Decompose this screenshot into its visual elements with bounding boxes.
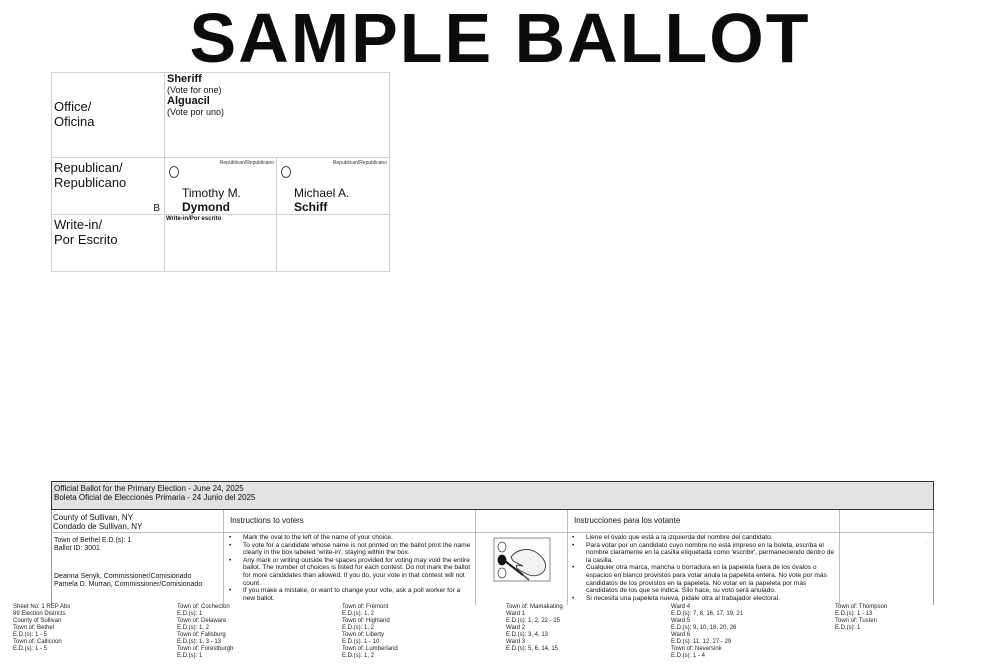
instructions-header-es: Instrucciones para los votante (574, 516, 681, 525)
vote-oval[interactable] (169, 166, 179, 178)
district-line: Town of: Bethel (13, 625, 55, 631)
district-line: Condado de Sullivan, NY (53, 522, 143, 531)
district-line: Town of: Neversink (671, 646, 722, 652)
county-block (53, 513, 142, 531)
office-vote-en: (Vote for one) (167, 85, 222, 95)
instruction-item: • Mark the oval to the left of the name of your choice. (227, 534, 473, 542)
instructions-header-en: Instructions to voters (230, 516, 304, 525)
instruction-item: • Llene el óvalo que está a la izquierda del nombre del candidato. (570, 534, 838, 542)
candidate-party: Republican/Republicano (219, 160, 274, 166)
office-vote-es: (Vote por uno) (167, 107, 225, 117)
district-column (671, 604, 743, 660)
district-line: Town of Bethel E.D.(s): 1 (54, 537, 132, 544)
district-line: Republican/ (54, 160, 123, 175)
district-line: E.D.(s): 1, 3 - 13 (177, 639, 222, 645)
candidate-cell-schiff[interactable] (276, 157, 390, 215)
district-column (177, 604, 233, 660)
district-column (506, 604, 563, 653)
district-line: E.D.(s): 11, 12, 27 - 29 (671, 639, 732, 645)
district-line: E.D.(s): 1, 2 (342, 653, 375, 659)
marking-hand-icon (493, 537, 551, 582)
footer-divider (51, 532, 934, 533)
instruction-item: • To vote for a candidate whose name is not printed on the ballot print the name clearly in the box labeled 'write-in', staying within the box. (227, 542, 473, 557)
district-line: Town of: Fallsburg (177, 632, 226, 638)
writein-label (54, 217, 118, 247)
district-line: Sheet No: 1 REP Abs (13, 604, 71, 610)
district-line: E.D.(s): 1 (835, 625, 861, 631)
office-label-cell (51, 72, 165, 158)
district-line: E.D.(s): 1 - 10 (342, 639, 380, 645)
district-line: Town of: Delaware (177, 618, 227, 624)
district-line: County of Sullivan (13, 618, 62, 624)
instruction-item: • Cualquier otra marca, mancha o borradura en la papeleta fuera de los óvalos o espacios en blanco provistos para votar anula la papeleta entera. No vote por más candidatos de los provistos en la papeleta. No votar en la papeleta por más candidatos de los que se indica. Sílo hace, su voto será anulado. (570, 564, 838, 594)
instructions-list-en (227, 534, 473, 602)
district-line: Write-in/ (54, 217, 103, 232)
district-line: Oficina (54, 114, 95, 129)
district-line: Town of: Cochecton (177, 604, 230, 610)
party-code: B (153, 203, 160, 214)
district-line: Deanna Senyk, Commissioner/Comisionado (54, 573, 192, 580)
instruction-item: • If you make a mistake, or want to change your vote, ask a poll worker for a new ballot. (227, 587, 473, 602)
office-label (54, 99, 94, 129)
writein-tag: Write-in/Por escrito (166, 216, 222, 222)
party-label-cell (51, 157, 165, 215)
district-line: Town of: Mamakating (506, 604, 563, 610)
district-line: E.D.(s): 1, 2 (177, 625, 210, 631)
page-title: SAMPLE BALLOT (189, 0, 811, 77)
district-line: Town of: Tusten (835, 618, 878, 624)
office-name-es: Alguacil (167, 95, 210, 107)
party-label (54, 160, 126, 190)
writein-label-cell (51, 214, 165, 272)
district-line: Town of: Lumberland (342, 646, 398, 652)
candidate-cell-dymond[interactable] (164, 157, 277, 215)
instruction-item: • Si necesita una papeleta nueva, pídale otra al trabajador electoral. (570, 595, 838, 603)
district-line: Ballot ID: 3001 (54, 545, 100, 552)
stray-dot: . (926, 539, 928, 545)
district-line: E.D.(s): 3, 4, 13 (506, 632, 549, 638)
candidate-last-name: Schiff (294, 200, 328, 214)
candidate-party: Republican/Republicano (332, 160, 387, 166)
district-column (13, 604, 70, 653)
district-line: Town of: Forestburgh (177, 646, 234, 652)
writein-box[interactable] (164, 214, 277, 272)
district-line: Pamela D. Murran, Commissioner/Comisionado (54, 581, 203, 588)
district-line: Ward 2 (506, 625, 526, 631)
district-line: E.D.(s): 1 - 5 (13, 632, 48, 638)
candidate-first-name: Michael A. (294, 186, 350, 200)
district-line: Town of: Thompson (835, 604, 888, 610)
footer-col-divider (567, 510, 568, 605)
office-name-en: Sheriff (167, 73, 202, 85)
footer-col-divider (839, 510, 840, 605)
ballot-banner (51, 481, 934, 510)
district-line: 89 Election Districts (13, 611, 66, 617)
district-line: E.D.(s): 1 - 4 (671, 653, 706, 659)
instruction-item: • Any mark or writing outside the spaces provided for voting may void the entire ballot. The number of choices is listed for each contest. Do not mark the ballot for more candidates than allowed. If you do, your vote in that contest will not count. (227, 557, 473, 587)
district-line: Office/ (54, 99, 92, 114)
district-column (342, 604, 398, 660)
district-line: Town of: Callicoon (13, 639, 62, 645)
district-line: E.D.(s): 5, 6, 14, 15 (506, 646, 559, 652)
district-line: E.D.(s): 1 (177, 611, 203, 617)
district-line: Town of: Liberty (342, 632, 385, 638)
district-line: Ward 1 (506, 611, 526, 617)
district-line: Ward 5 (671, 618, 691, 624)
instruction-item: • Para votar por un candidato cuyo nombre no está impreso en la boleta, escriba el nombre claramente en la casilla etiquetada como 'escribir', permaneciendo dentro de la casilla. (570, 542, 838, 565)
district-line: Ward 3 (506, 639, 526, 645)
ballot-identity (54, 537, 131, 553)
office-header-cell (164, 72, 390, 158)
candidate-last-name: Dymond (182, 200, 230, 214)
district-line: County of Sullivan, NY (53, 513, 134, 522)
district-line: E.D.(s): 9, 10, 18, 20, 26 (671, 625, 737, 631)
district-line: Town of: Highland (342, 618, 390, 624)
district-line: Ward 4 (671, 604, 691, 610)
district-line: E.D.(s): 7, 8, 16, 17, 19, 21 (671, 611, 744, 617)
district-line: E.D.(s): 1 - 5 (13, 646, 48, 652)
banner-line-es: Boleta Oficial de Elecciones Primaria - 24 Junio del 2025 (54, 493, 256, 502)
vote-oval[interactable] (281, 166, 291, 178)
banner-line-en: Official Ballot for the Primary Election - June 24, 2025 (54, 484, 244, 493)
district-line: E.D.(s): 1 (177, 653, 203, 659)
commissioners (54, 573, 202, 589)
district-column (835, 604, 887, 632)
writein-empty-cell (276, 214, 390, 272)
district-line: Por Escrito (54, 232, 118, 247)
district-line: Town of: Fremont (342, 604, 389, 610)
district-line: E.D.(s): 1, 2 (342, 625, 375, 631)
district-line: E.D.(s): 1, 2 (342, 611, 375, 617)
contest-grid (51, 72, 390, 272)
district-line: E.D.(s): 1, 2, 22 - 25 (506, 618, 561, 624)
district-line: Ward 6 (671, 632, 691, 638)
district-line: E.D.(s): 1 - 13 (835, 611, 873, 617)
footer-col-divider (475, 510, 476, 605)
instructions-list-es (570, 534, 838, 602)
candidate-first-name: Timothy M. (182, 186, 241, 200)
footer-col-divider (223, 510, 224, 605)
district-line: Republicano (54, 175, 127, 190)
